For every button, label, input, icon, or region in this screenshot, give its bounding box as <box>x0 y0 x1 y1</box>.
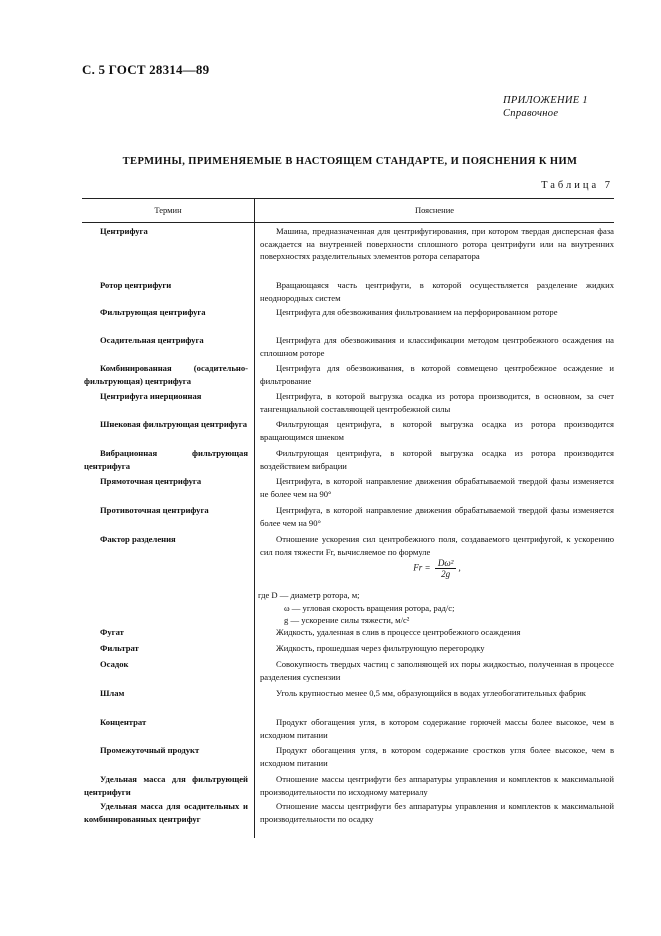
appendix-title: ПРИЛОЖЕНИЕ 1 <box>503 95 588 106</box>
appendix-block <box>503 94 613 120</box>
table-header-rule <box>82 222 614 223</box>
formula-fraction <box>435 558 457 579</box>
formula-legend-line: где D — диаметр ротора, м; <box>258 590 360 600</box>
term-cell: Промежуточный продукт <box>100 745 200 755</box>
column-header-explanation: Пояснение <box>414 205 455 215</box>
explanation-cell: Продукт обогащения угля, в котором содержание сростков угля более высокое, чем в исходном питании <box>260 745 614 768</box>
term-cell: Фугат <box>100 627 124 637</box>
explanation-cell: Центрифуга для обезвоживания, в которой совмещено центробежное осаждение и фильтрование <box>260 363 614 386</box>
formula-legend <box>254 589 614 627</box>
term-cell: Прямоточная центрифуга <box>100 476 202 486</box>
explanation-cell: Уголь крупностью менее 0,5 мм, образующийся в водах углеобогатительных фабрик <box>276 688 586 698</box>
term-cell: Противоточная центрифуга <box>100 505 209 515</box>
explanation-cell: Отношение массы центрифуги без аппаратуры управления и комплектов к максимальной производительности по исходному материалу <box>260 774 614 797</box>
term-cell: Центрифуга <box>100 226 148 236</box>
term-cell: Фактор разделения <box>100 534 176 544</box>
formula-numerator: Dω² <box>435 558 457 569</box>
explanation-cell: Центрифуга, в которой направление движения обрабатываемой твердой фазы изменяется не более чем на 90° <box>260 476 614 499</box>
term-cell: Удельная масса для осадительных и комбинированных центрифуг <box>84 801 248 824</box>
formula-lhs: Fr = <box>413 562 433 573</box>
term-cell: Комбинированная (осадительно-фильтрующая) центрифуга <box>84 363 248 386</box>
explanation-cell: Жидкость, прошедшая через фильтрующую перегородку <box>276 643 485 653</box>
explanation-cell: Центрифуга, в которой выгрузка осадка из ротора производится, в основном, за счет тангенциальной составляющей центробежной силы <box>260 391 614 414</box>
term-cell: Осадительная центрифуга <box>100 335 204 345</box>
separation-factor-formula <box>260 558 614 579</box>
formula-denominator: 2g <box>441 569 451 579</box>
explanation-cell: Центрифуга для обезвоживания и классификации методом центробежного осаждения на сплошном роторе <box>260 335 614 358</box>
column-header-term: Термин <box>154 205 182 215</box>
term-cell: Осадок <box>100 659 129 669</box>
formula-legend-line: g — ускорение силы тяжести, м/с² <box>284 615 410 625</box>
term-cell: Центрифуга инерционная <box>100 391 202 401</box>
explanation-cell: Отношение ускорения сил центробежного поля, создаваемого центрифугой, к ускорению сил поля тяжести Fr, вычисляемое по формуле <box>260 534 614 557</box>
explanation-cell: Совокупность твердых частиц с заполняющей их поры жидкостью, полученная в процессе разделения суспензии <box>260 659 614 682</box>
table-label: Таблица 7 <box>541 180 613 191</box>
explanation-cell: Фильтрующая центрифуга, в которой выгрузка осадка из ротора производится воздействием вибрации <box>260 448 614 471</box>
term-cell: Концентрат <box>100 717 147 727</box>
formula-legend-line: ω — угловая скорость вращения ротора, рад/с; <box>284 602 455 613</box>
term-cell: Шнековая фильтрующая центрифуга <box>100 419 248 429</box>
explanation-cell: Продукт обогащения угля, в котором содержание горючей массы более высокое, чем в исходном питании <box>260 717 614 740</box>
term-cell: Вибрационная фильтрующая центрифуга <box>84 448 248 471</box>
term-cell: Шлам <box>100 688 125 698</box>
explanation-cell: Вращающаяся часть центрифуги, в которой осуществляется разделение жидких неоднородных систем <box>260 280 614 303</box>
table-top-rule <box>82 198 614 199</box>
explanation-cell: Центрифуга, в которой направление движения обрабатываемой твердой фазы изменяется более чем на 90° <box>260 505 614 528</box>
term-cell: Ротор центрифуги <box>100 280 172 290</box>
term-cell: Фильтрующая центрифуга <box>100 307 206 317</box>
explanation-cell: Машина, предназначенная для центрифугирования, при котором твердая дисперсная фаза осаждается на внутренней поверхности сплошного ротора центрифуги или на внутренних поверхностях разделительных элементов ротора сепаратора <box>260 226 614 261</box>
explanation-cell: Отношение массы центрифуги без аппаратуры управления и комплектов к максимальной производительности по осадку <box>260 801 614 824</box>
page-header: С. 5 ГОСТ 28314—89 <box>82 62 210 77</box>
explanation-cell: Фильтрующая центрифуга, в которой выгрузка осадка из ротора производится вращающимся шнеком <box>260 419 614 442</box>
explanation-cell: Жидкость, удаленная в слив в процессе центробежного осаждения <box>276 627 521 637</box>
document-title: ТЕРМИНЫ, ПРИМЕНЯЕМЫЕ В НАСТОЯЩЕМ СТАНДАРТЕ, И ПОЯСНЕНИЯ К НИМ <box>122 156 578 167</box>
formula-tail: , <box>458 562 461 573</box>
appendix-subtitle: Справочное <box>503 108 559 119</box>
term-cell: Фильтрат <box>100 643 139 653</box>
table-column-divider <box>254 198 255 838</box>
explanation-cell: Центрифуга для обезвоживания фильтрованием на перфорированном роторе <box>276 307 558 317</box>
term-cell: Удельная масса для фильтрующей центрифуги <box>84 774 248 797</box>
